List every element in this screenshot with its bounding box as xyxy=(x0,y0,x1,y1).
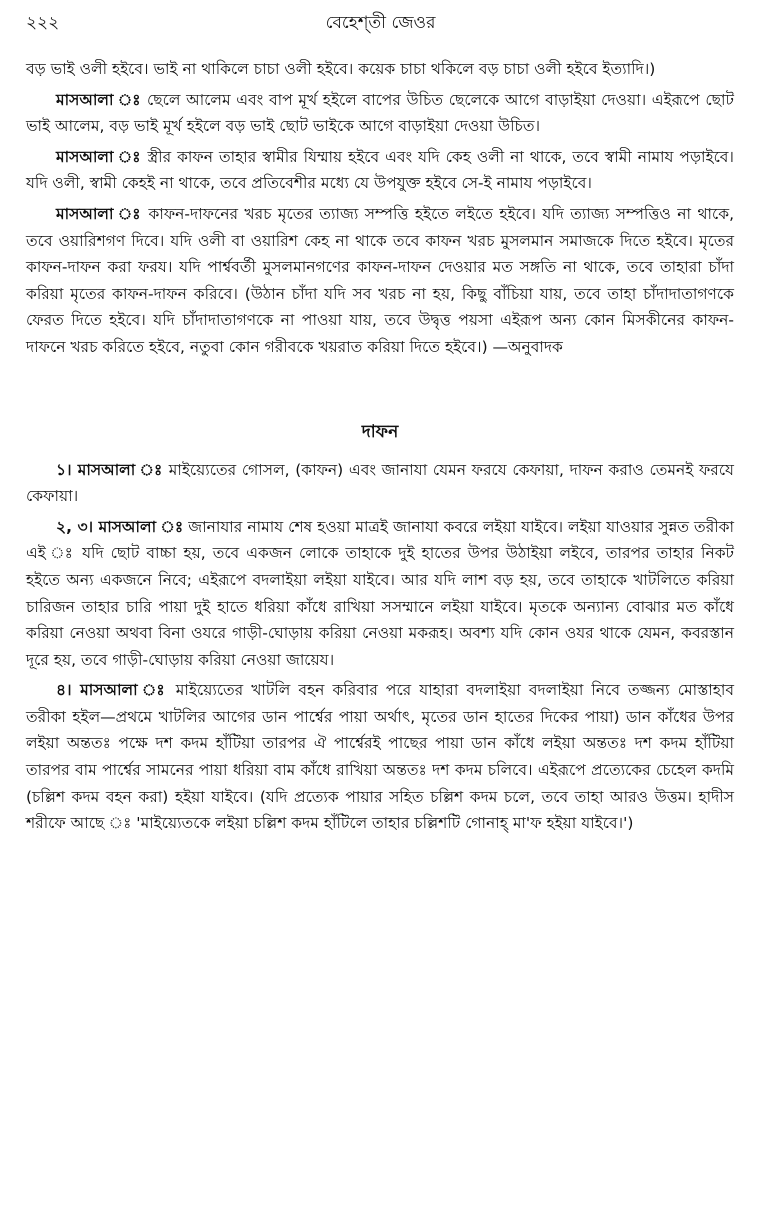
masala-paragraph xyxy=(26,144,734,197)
page-header xyxy=(26,10,735,40)
masala-paragraph xyxy=(26,514,734,674)
paragraph-text: মাইয়্যেতের গোসল, (কাফন) এবং জানাযা যেমন ফরযে কেফায়া, দাফন করাও তেমনই ফরযে কেফায়া। xyxy=(26,460,734,506)
masala-label: মাসআলা ঃ xyxy=(56,90,142,109)
paragraph-text: ছেলে আলেম এবং বাপ মূর্খ হইলে বাপের উচিত ছেলেকে আগে বাড়াইয়া দেওয়া। এইরূপে ছোট ভাই আলেম, বড় ভাই মূর্খ হইলে বড় ভাই ছোট ভাইকে আগে বাড়াইয়া দেওয়া উচিত। xyxy=(26,90,734,136)
masala-label: মাসআলা ঃ xyxy=(56,147,142,166)
masala-paragraph xyxy=(26,87,734,140)
masala-label: ৪। মাসআলা ঃ xyxy=(56,681,168,700)
paragraph-text: মাইয়্যেতের খাটলি বহন করিবার পরে যাহারা বদলাইয়া বদলাইয়া নিবে তজ্জন্য মোস্তাহাব তরীকা হইল—প্রথমে খাটলির আগের ডান পার্শ্বের পায়া অর্থাৎ, মৃতের ডান হাতের দিকের পায়া) ডান কাঁধের উপর লইয়া অন্ততঃ পক্ষে দশ কদম হাঁটিয়া তারপর ঐ পার্শ্বেরই পাছের পায়া ডান কাঁধে লইয়া অন্ততঃ দশ কদম হাঁটিয়া তারপর বাম পার্শ্বের সামনের পায়া ধরিয়া বাম কাঁধে রাখিয়া অন্ততঃ দশ কদম চলিবে। এইরূপে প্রত্যেকের চেহেল কদমি (চল্লিশ কদম বহন করা) হইয়া যাইবে। (যদি প্রত্যেক পায়ার সহিত চল্লিশ কদম চলে, তবে তাহা আরও উত্তম। হাদীস শরীফে আছে ঃ 'মাইয়্যেতকে লইয়া চল্লিশ কদম হাঁটিলে তাহার চল্লিশটি গোনাহ্ মা'ফ হইয়া যাইবে।') xyxy=(26,681,734,833)
paragraph-text: স্ত্রীর কাফন তাহার স্বামীর যিম্মায় হইবে এবং যদি কেহ ওলী না থাকে, তবে স্বামী নামায পড়াইবে। যদি ওলী, স্বামী কেহই না থাকে, তবে প্রতিবেশীর মধ্যে যে উপযুক্ত হইবে সে-ই নামায পড়াইবে। xyxy=(26,147,734,193)
section-title: দাফন xyxy=(361,421,399,442)
masala-paragraph xyxy=(26,201,734,361)
masala-label: মাসআলা ঃ xyxy=(56,204,143,223)
masala-paragraph xyxy=(26,457,734,510)
masala-label: ১। মাসআলা ঃ xyxy=(56,460,164,479)
paragraph-text: কাফন-দাফনের খরচ মৃতের ত্যাজ্য সম্পত্তি হইতে লইতে হইবে। যদি ত্যাজ্য সম্পত্তিও না থাকে, তবে ওয়ারিশগণ দিবে। যদি ওলী বা ওয়ারিশ কেহ না থাকে তবে কাফন খরচ মুসলমান সমাজকে দিতে হইবে। মৃতের কাফন-দাফন করা ফরয। যদি পার্শ্ববর্তী মুসলমানগণের কাফন-দাফন দেওয়ার মত সঙ্গতি না থাকে, তবে তাহারা চাঁদা করিয়া মৃতের কাফন-দাফন করিবে। (উঠান চাঁদা যদি সব খরচ না হয়, কিছু বাঁচিয়া যায়, তবে তাহা চাঁদাদাতাগণকে ফেরত দিতে হইবে। যদি চাঁদাদাতাগণকে না পাওয়া যায়, তবে উদ্বৃত্ত পয়সা এইরূপ অন্য কোন মিসকীনের কাফন-দাফনে খরচ করিতে হইবে, নতুবা কোন গরীবকে খয়রাত করিয়া দিতে হইবে।) —অনুবাদক xyxy=(26,204,734,356)
running-title: বেহেশ্‌তী জেওর xyxy=(325,13,436,33)
page-number: ২২২ xyxy=(26,13,60,33)
masala-label: ২, ৩। মাসআলা ঃ xyxy=(56,517,184,536)
page-body xyxy=(26,56,734,841)
paragraph-continuation xyxy=(26,56,734,83)
paragraph-text: জানাযার নামায শেষ হওয়া মাত্রই জানাযা কবরে লইয়া যাইবে। লইয়া যাওয়ার সুন্নত তরীকা এই ঃ যদি ছোট বাচ্চা হয়, তবে একজন লোকে তাহাকে দুই হাতের উপর উঠাইয়া লইবে, তারপর তাহার নিকট হইতে অন্য একজনে নিবে; এইরূপে বদলাইয়া লইয়া যাইবে। আর যদি লাশ বড় হয়, তবে তাহাকে খাটলিতে করিয়া চারিজন তাহার চারি পায়া দুই হাতে ধরিয়া কাঁধে রাখিয়া সসম্মানে লইয়া যাইবে। মৃতকে অন্যান্য বোঝার মত কাঁধে করিয়া নেওয়া অথবা বিনা ওযরে গাড়ী-ঘোড়ায় করিয়া নেওয়া মকরূহ। অবশ্য যদি কোন ওযর থাকে যেমন, কবরস্তান দূরে হয়, তবে গাড়ী-ঘোড়ায় করিয়া নেওয়া জায়েয। xyxy=(26,517,734,669)
paragraph-text: বড় ভাই ওলী হইবে। ভাই না থাকিলে চাচা ওলী হইবে। কয়েক চাচা থকিলে বড় চাচা ওলী হইবে ইত্যাদি।) xyxy=(26,60,656,78)
masala-paragraph xyxy=(26,677,734,837)
